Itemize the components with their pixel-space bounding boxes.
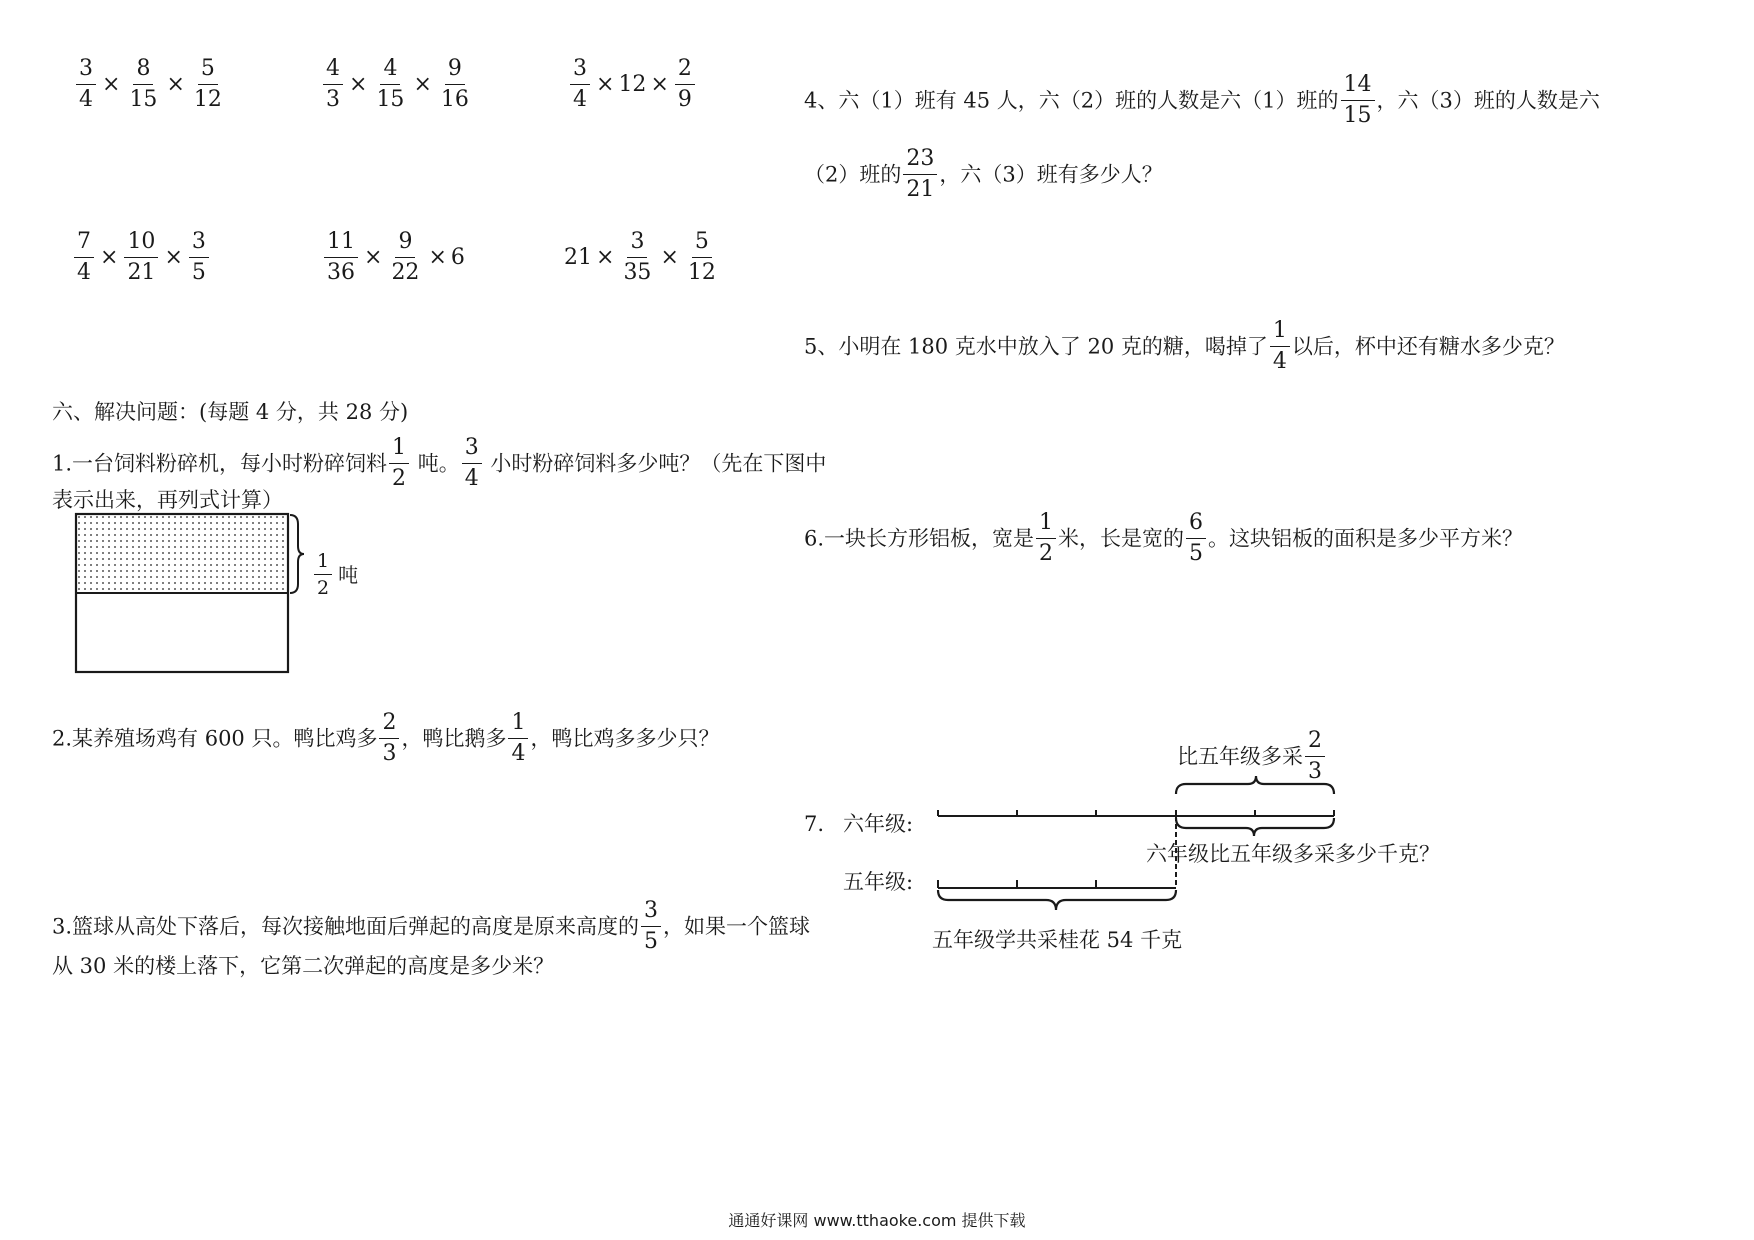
calc-expression-1: $\frac{3}{4}$ × $\frac{8}{15}$ × $\frac{5}{12}$ — [74, 56, 227, 113]
middle-brace — [1176, 818, 1334, 836]
brace-label: $\frac{1}{2}$ 吨 — [312, 550, 358, 599]
calc-expression-3: $\frac{3}{4}$ × 12 × $\frac{2}{9}$ — [568, 56, 697, 113]
footer-credit: 通通好课网 www.tthaoke.com 提供下载 — [728, 1211, 1026, 1230]
right-brace — [290, 515, 304, 593]
calc-expression-6: 21 × $\frac{3}{35}$ × $\frac{5}{12}$ — [564, 229, 716, 285]
section-heading: 六、解决问题：(每题 4 分，共 28 分) — [52, 400, 409, 424]
middle-brace-question: 六年级比五年级多采多少千克？ — [1146, 842, 1440, 866]
question-6: 6.一块长方形铝板，宽是 $\frac{1}{2}$ 米，长是宽的 $\frac{6}{5}$ 。这块铝板的面积是多少平方米？ — [804, 510, 1524, 566]
grade-5-label: 五年级: — [843, 870, 914, 894]
bottom-brace-label: 五年级学共采桂花 54 千克 — [932, 928, 1183, 952]
grade-6-label: 六年级: — [843, 812, 914, 836]
question-4-line-2: （2）班的 $\frac{23}{21}$ ，六（3）班有多少人？ — [804, 146, 1163, 202]
question-7-number: 7. — [804, 812, 825, 836]
question-2: 2.某养殖场鸡有 600 只。鸭比鸡多 $\frac{2}{3}$ ，鸭比鹅多 $\frac{1}{4}$ ，鸭比鸡多多少只？ — [52, 710, 720, 766]
bottom-brace — [938, 890, 1176, 910]
question-3-line-1: 3.篮球从高处下落后，每次接触地面后弹起的高度是原来高度的 $\frac{3}{5}$ ，如果一个篮球 — [52, 898, 811, 954]
top-brace — [1176, 776, 1334, 794]
top-brace-label: 比五年级多采 $\frac{2}{3}$ — [1177, 728, 1327, 785]
shaded-half — [76, 514, 288, 593]
question-1-line-1: 1.一台饲料粉碎机，每小时粉碎饲料 $\frac{1}{2}$ 吨。 $\frac{3}{4}$ 小时粉碎饲料多少吨？（先在下图中 — [52, 435, 827, 491]
calc-expression-4: $\frac{7}{4}$ × $\frac{10}{21}$ × $\frac{3}{5}$ — [72, 229, 211, 286]
question-3-line-2: 从 30 米的楼上落下，它第二次弹起的高度是多少米？ — [52, 954, 555, 978]
question-5: 5、小明在 180 克水中放入了 20 克的糖，喝掉了 $\frac{1}{4}$ 以后，杯中还有糖水多少克？ — [804, 318, 1565, 374]
question-4-line-1: 4、六（1）班有 45 人，六（2）班的人数是六（1）班的 $\frac{14}{15}$ ，六（3）班的人数是六 — [804, 72, 1600, 128]
calc-expression-5: $\frac{11}{36}$ × $\frac{9}{22}$ × 6 — [322, 229, 465, 286]
calc-expression-2: $\frac{4}{3}$ × $\frac{4}{15}$ × $\frac{9}{16}$ — [321, 56, 474, 113]
question-1-line-2: 表示出来，再列式计算） — [52, 488, 283, 512]
